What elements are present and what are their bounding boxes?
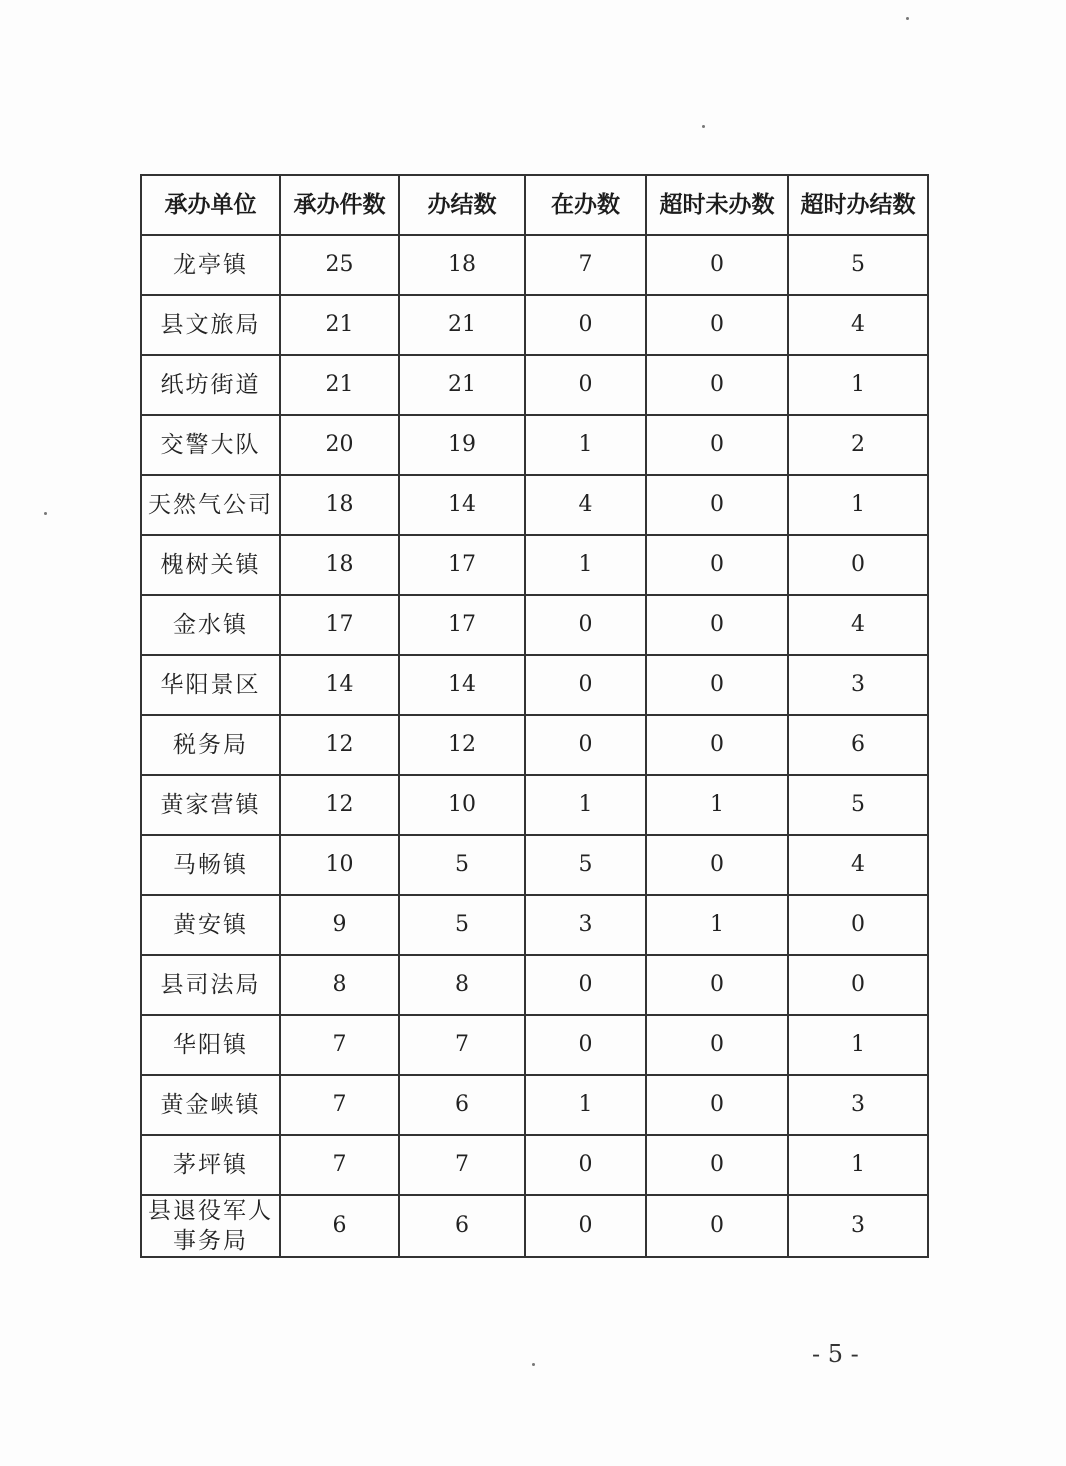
scan-speck — [906, 17, 909, 20]
in-progress-count-cell: 0 — [525, 295, 646, 355]
overdue-pending-cell: 0 — [646, 1195, 788, 1257]
overdue-pending-cell: 0 — [646, 1135, 788, 1195]
header-completed-count: 办结数 — [399, 175, 525, 235]
scan-speck — [532, 1363, 535, 1366]
overdue-pending-cell: 1 — [646, 895, 788, 955]
unit-cell: 黄金峡镇 — [141, 1075, 280, 1135]
completed-count-cell: 21 — [399, 295, 525, 355]
completed-count-cell: 6 — [399, 1195, 525, 1257]
assigned-count-cell: 21 — [280, 355, 399, 415]
completed-count-cell: 12 — [399, 715, 525, 775]
table-row — [141, 955, 928, 1015]
table-row — [141, 1195, 928, 1257]
overdue-completed-cell: 4 — [788, 595, 928, 655]
overdue-completed-cell: 1 — [788, 1015, 928, 1075]
assigned-count-cell: 18 — [280, 535, 399, 595]
overdue-completed-cell: 1 — [788, 355, 928, 415]
overdue-completed-cell: 5 — [788, 235, 928, 295]
in-progress-count-cell: 0 — [525, 595, 646, 655]
overdue-completed-cell: 1 — [788, 475, 928, 535]
overdue-pending-cell: 0 — [646, 415, 788, 475]
assigned-count-cell: 7 — [280, 1015, 399, 1075]
completed-count-cell: 17 — [399, 595, 525, 655]
overdue-completed-cell: 4 — [788, 835, 928, 895]
completed-count-cell: 7 — [399, 1135, 525, 1195]
unit-cell: 黄安镇 — [141, 895, 280, 955]
assigned-count-cell: 20 — [280, 415, 399, 475]
completed-count-cell: 17 — [399, 535, 525, 595]
assigned-count-cell: 18 — [280, 475, 399, 535]
table-row — [141, 595, 928, 655]
assigned-count-cell: 12 — [280, 715, 399, 775]
overdue-completed-cell: 3 — [788, 655, 928, 715]
table-row — [141, 415, 928, 475]
assigned-count-cell: 17 — [280, 595, 399, 655]
overdue-completed-cell: 1 — [788, 1135, 928, 1195]
assigned-count-cell: 14 — [280, 655, 399, 715]
in-progress-count-cell: 0 — [525, 1195, 646, 1257]
assigned-count-cell: 12 — [280, 775, 399, 835]
table-row — [141, 1015, 928, 1075]
handling-statistics-table — [140, 174, 929, 1258]
assigned-count-cell: 25 — [280, 235, 399, 295]
completed-count-cell: 5 — [399, 895, 525, 955]
in-progress-count-cell: 5 — [525, 835, 646, 895]
scan-speck — [702, 125, 705, 128]
header-assigned-count: 承办件数 — [280, 175, 399, 235]
table-row — [141, 895, 928, 955]
table-row — [141, 655, 928, 715]
unit-cell: 县司法局 — [141, 955, 280, 1015]
unit-cell: 天然气公司 — [141, 475, 280, 535]
in-progress-count-cell: 0 — [525, 955, 646, 1015]
table-container — [140, 174, 929, 1258]
in-progress-count-cell: 1 — [525, 775, 646, 835]
in-progress-count-cell: 0 — [525, 355, 646, 415]
table-row — [141, 1135, 928, 1195]
assigned-count-cell: 9 — [280, 895, 399, 955]
overdue-completed-cell: 5 — [788, 775, 928, 835]
unit-cell: 华阳镇 — [141, 1015, 280, 1075]
header-overdue-completed-count: 超时办结数 — [788, 175, 928, 235]
unit-cell: 县退役军人事务局 — [141, 1195, 280, 1257]
unit-cell: 县文旅局 — [141, 295, 280, 355]
in-progress-count-cell: 1 — [525, 1075, 646, 1135]
overdue-pending-cell: 1 — [646, 775, 788, 835]
overdue-pending-cell: 0 — [646, 1075, 788, 1135]
assigned-count-cell: 7 — [280, 1075, 399, 1135]
header-unit: 承办单位 — [141, 175, 280, 235]
table-row — [141, 715, 928, 775]
page-number: - 5 - — [812, 1340, 859, 1368]
overdue-completed-cell: 3 — [788, 1195, 928, 1257]
assigned-count-cell: 7 — [280, 1135, 399, 1195]
unit-cell: 税务局 — [141, 715, 280, 775]
assigned-count-cell: 21 — [280, 295, 399, 355]
overdue-pending-cell: 0 — [646, 655, 788, 715]
in-progress-count-cell: 0 — [525, 1135, 646, 1195]
overdue-pending-cell: 0 — [646, 715, 788, 775]
overdue-pending-cell: 0 — [646, 595, 788, 655]
completed-count-cell: 5 — [399, 835, 525, 895]
completed-count-cell: 19 — [399, 415, 525, 475]
table-row — [141, 475, 928, 535]
scan-speck — [44, 512, 47, 515]
overdue-completed-cell: 6 — [788, 715, 928, 775]
completed-count-cell: 18 — [399, 235, 525, 295]
in-progress-count-cell: 4 — [525, 475, 646, 535]
overdue-pending-cell: 0 — [646, 295, 788, 355]
table-row — [141, 775, 928, 835]
overdue-pending-cell: 0 — [646, 355, 788, 415]
unit-cell: 纸坊街道 — [141, 355, 280, 415]
assigned-count-cell: 10 — [280, 835, 399, 895]
header-in-progress-count: 在办数 — [525, 175, 646, 235]
overdue-pending-cell: 0 — [646, 475, 788, 535]
in-progress-count-cell: 3 — [525, 895, 646, 955]
assigned-count-cell: 8 — [280, 955, 399, 1015]
completed-count-cell: 7 — [399, 1015, 525, 1075]
table-body — [141, 235, 928, 1257]
completed-count-cell: 8 — [399, 955, 525, 1015]
header-overdue-pending-count: 超时未办数 — [646, 175, 788, 235]
unit-cell: 黄家营镇 — [141, 775, 280, 835]
overdue-pending-cell: 0 — [646, 1015, 788, 1075]
overdue-completed-cell: 4 — [788, 295, 928, 355]
overdue-pending-cell: 0 — [646, 955, 788, 1015]
in-progress-count-cell: 0 — [525, 655, 646, 715]
table-header-row — [141, 175, 928, 235]
completed-count-cell: 6 — [399, 1075, 525, 1135]
unit-cell: 马畅镇 — [141, 835, 280, 895]
table-row — [141, 295, 928, 355]
unit-cell: 龙亭镇 — [141, 235, 280, 295]
overdue-completed-cell: 2 — [788, 415, 928, 475]
unit-cell: 华阳景区 — [141, 655, 280, 715]
in-progress-count-cell: 1 — [525, 415, 646, 475]
table-row — [141, 535, 928, 595]
overdue-pending-cell: 0 — [646, 835, 788, 895]
completed-count-cell: 14 — [399, 655, 525, 715]
in-progress-count-cell: 1 — [525, 535, 646, 595]
unit-cell: 槐树关镇 — [141, 535, 280, 595]
in-progress-count-cell: 0 — [525, 715, 646, 775]
overdue-completed-cell: 0 — [788, 955, 928, 1015]
overdue-completed-cell: 0 — [788, 535, 928, 595]
assigned-count-cell: 6 — [280, 1195, 399, 1257]
table-row — [141, 355, 928, 415]
in-progress-count-cell: 7 — [525, 235, 646, 295]
in-progress-count-cell: 0 — [525, 1015, 646, 1075]
overdue-pending-cell: 0 — [646, 235, 788, 295]
overdue-completed-cell: 0 — [788, 895, 928, 955]
completed-count-cell: 10 — [399, 775, 525, 835]
completed-count-cell: 21 — [399, 355, 525, 415]
completed-count-cell: 14 — [399, 475, 525, 535]
table-row — [141, 835, 928, 895]
overdue-pending-cell: 0 — [646, 535, 788, 595]
unit-cell: 茅坪镇 — [141, 1135, 280, 1195]
table-row — [141, 235, 928, 295]
unit-cell: 金水镇 — [141, 595, 280, 655]
table-row — [141, 1075, 928, 1135]
unit-cell: 交警大队 — [141, 415, 280, 475]
overdue-completed-cell: 3 — [788, 1075, 928, 1135]
